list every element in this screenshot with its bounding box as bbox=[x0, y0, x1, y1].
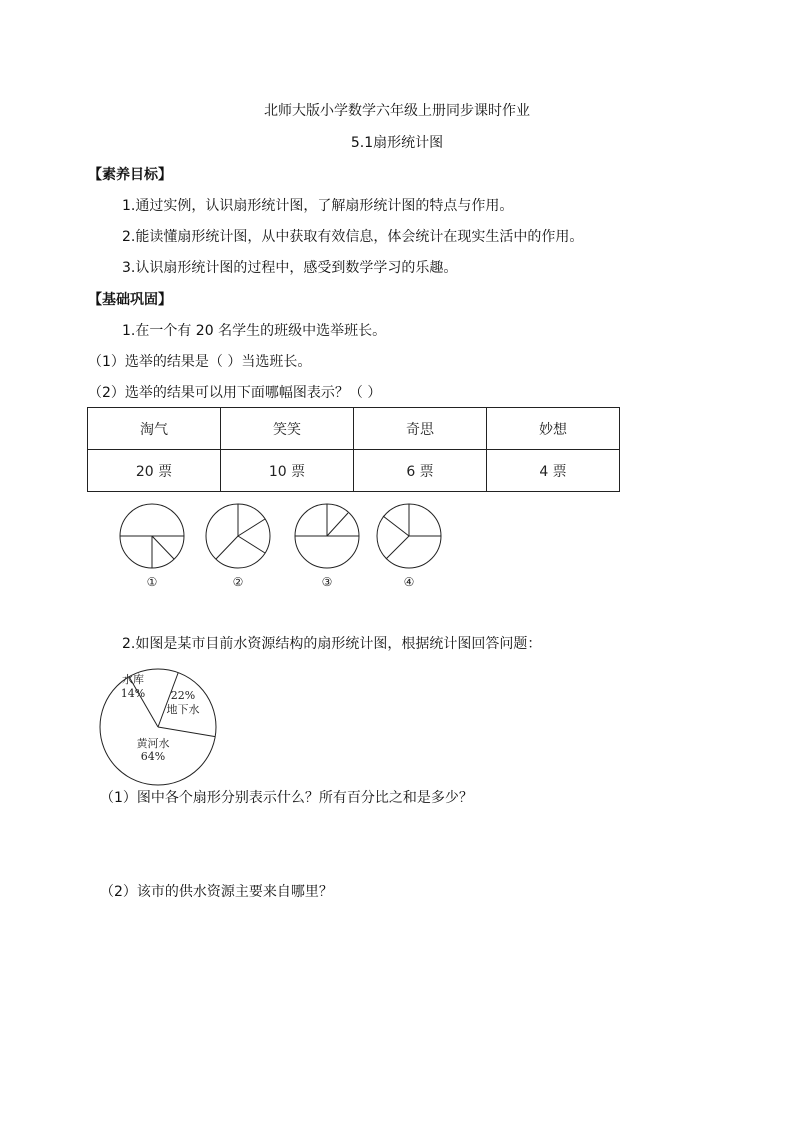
question-1-sub-1: （1）选举的结果是（ ）当选班长。 bbox=[88, 354, 312, 370]
table-cell: 20 票 bbox=[88, 450, 221, 492]
objective-item-2: 2.能读懂扇形统计图，从中获取有效信息，体会统计在现实生活中的作用。 bbox=[122, 229, 584, 245]
table-row bbox=[88, 450, 620, 492]
pie-divider bbox=[152, 536, 174, 559]
slice-value-yellow-river: 64% bbox=[140, 750, 166, 763]
objective-item-1: 1.通过实例，认识扇形统计图，了解扇形统计图的特点与作用。 bbox=[122, 198, 514, 214]
slice-label-reservoir: 水库 bbox=[122, 673, 144, 686]
question-2-stem: 2.如图是某市目前水资源结构的扇形统计图，根据统计图回答问题： bbox=[122, 636, 542, 652]
slice-label-groundwater: 地下水 bbox=[166, 703, 200, 716]
table-header-cell: 笑笑 bbox=[221, 408, 354, 450]
votes-table bbox=[87, 407, 620, 492]
table-cell: 4 票 bbox=[487, 450, 620, 492]
pie-slice-boundary bbox=[158, 727, 215, 737]
table-cell: 6 票 bbox=[354, 450, 487, 492]
page-title: 北师大版小学数学六年级上册同步课时作业 bbox=[264, 103, 530, 119]
section-title: 5.1扇形统计图 bbox=[350, 135, 444, 151]
question-2-sub-2: （2）该市的供水资源主要来自哪里？ bbox=[100, 884, 333, 900]
water-resource-pie-chart bbox=[98, 667, 218, 787]
pie-divider bbox=[216, 536, 238, 559]
option-label: ③ bbox=[321, 575, 333, 589]
option-label: ① bbox=[146, 575, 158, 589]
pie-divider bbox=[238, 519, 265, 536]
table-header-cell: 淘气 bbox=[88, 408, 221, 450]
slice-label-yellow-river: 黄河水 bbox=[136, 737, 170, 750]
slice-value-reservoir: 14% bbox=[120, 687, 146, 700]
question-1-sub-2: （2）选举的结果可以用下面哪幅图表示？（ ） bbox=[88, 385, 382, 401]
pie-divider bbox=[383, 516, 409, 536]
option-pie-3 bbox=[292, 503, 362, 593]
slice-value-groundwater: 22% bbox=[170, 689, 196, 702]
option-pie-1 bbox=[117, 503, 187, 593]
option-pie-2 bbox=[203, 503, 273, 593]
basics-heading: 【基础巩固】 bbox=[88, 292, 172, 308]
option-pie-4 bbox=[374, 503, 444, 593]
objectives-heading: 【素养目标】 bbox=[88, 167, 172, 183]
option-label: ④ bbox=[403, 575, 415, 589]
table-header-cell: 奇思 bbox=[354, 408, 487, 450]
question-2-sub-1: （1）图中各个扇形分别表示什么？所有百分比之和是多少？ bbox=[100, 790, 473, 806]
pie-divider bbox=[238, 536, 265, 553]
table-header-cell: 妙想 bbox=[487, 408, 620, 450]
table-cell: 10 票 bbox=[221, 450, 354, 492]
table-row bbox=[88, 408, 620, 450]
option-label: ② bbox=[232, 575, 244, 589]
question-1-stem: 1.在一个有 20 名学生的班级中选举班长。 bbox=[122, 323, 387, 339]
pie-divider bbox=[386, 536, 409, 559]
pie-divider bbox=[327, 513, 348, 536]
objective-item-3: 3.认识扇形统计图的过程中，感受到数学学习的乐趣。 bbox=[122, 260, 458, 276]
